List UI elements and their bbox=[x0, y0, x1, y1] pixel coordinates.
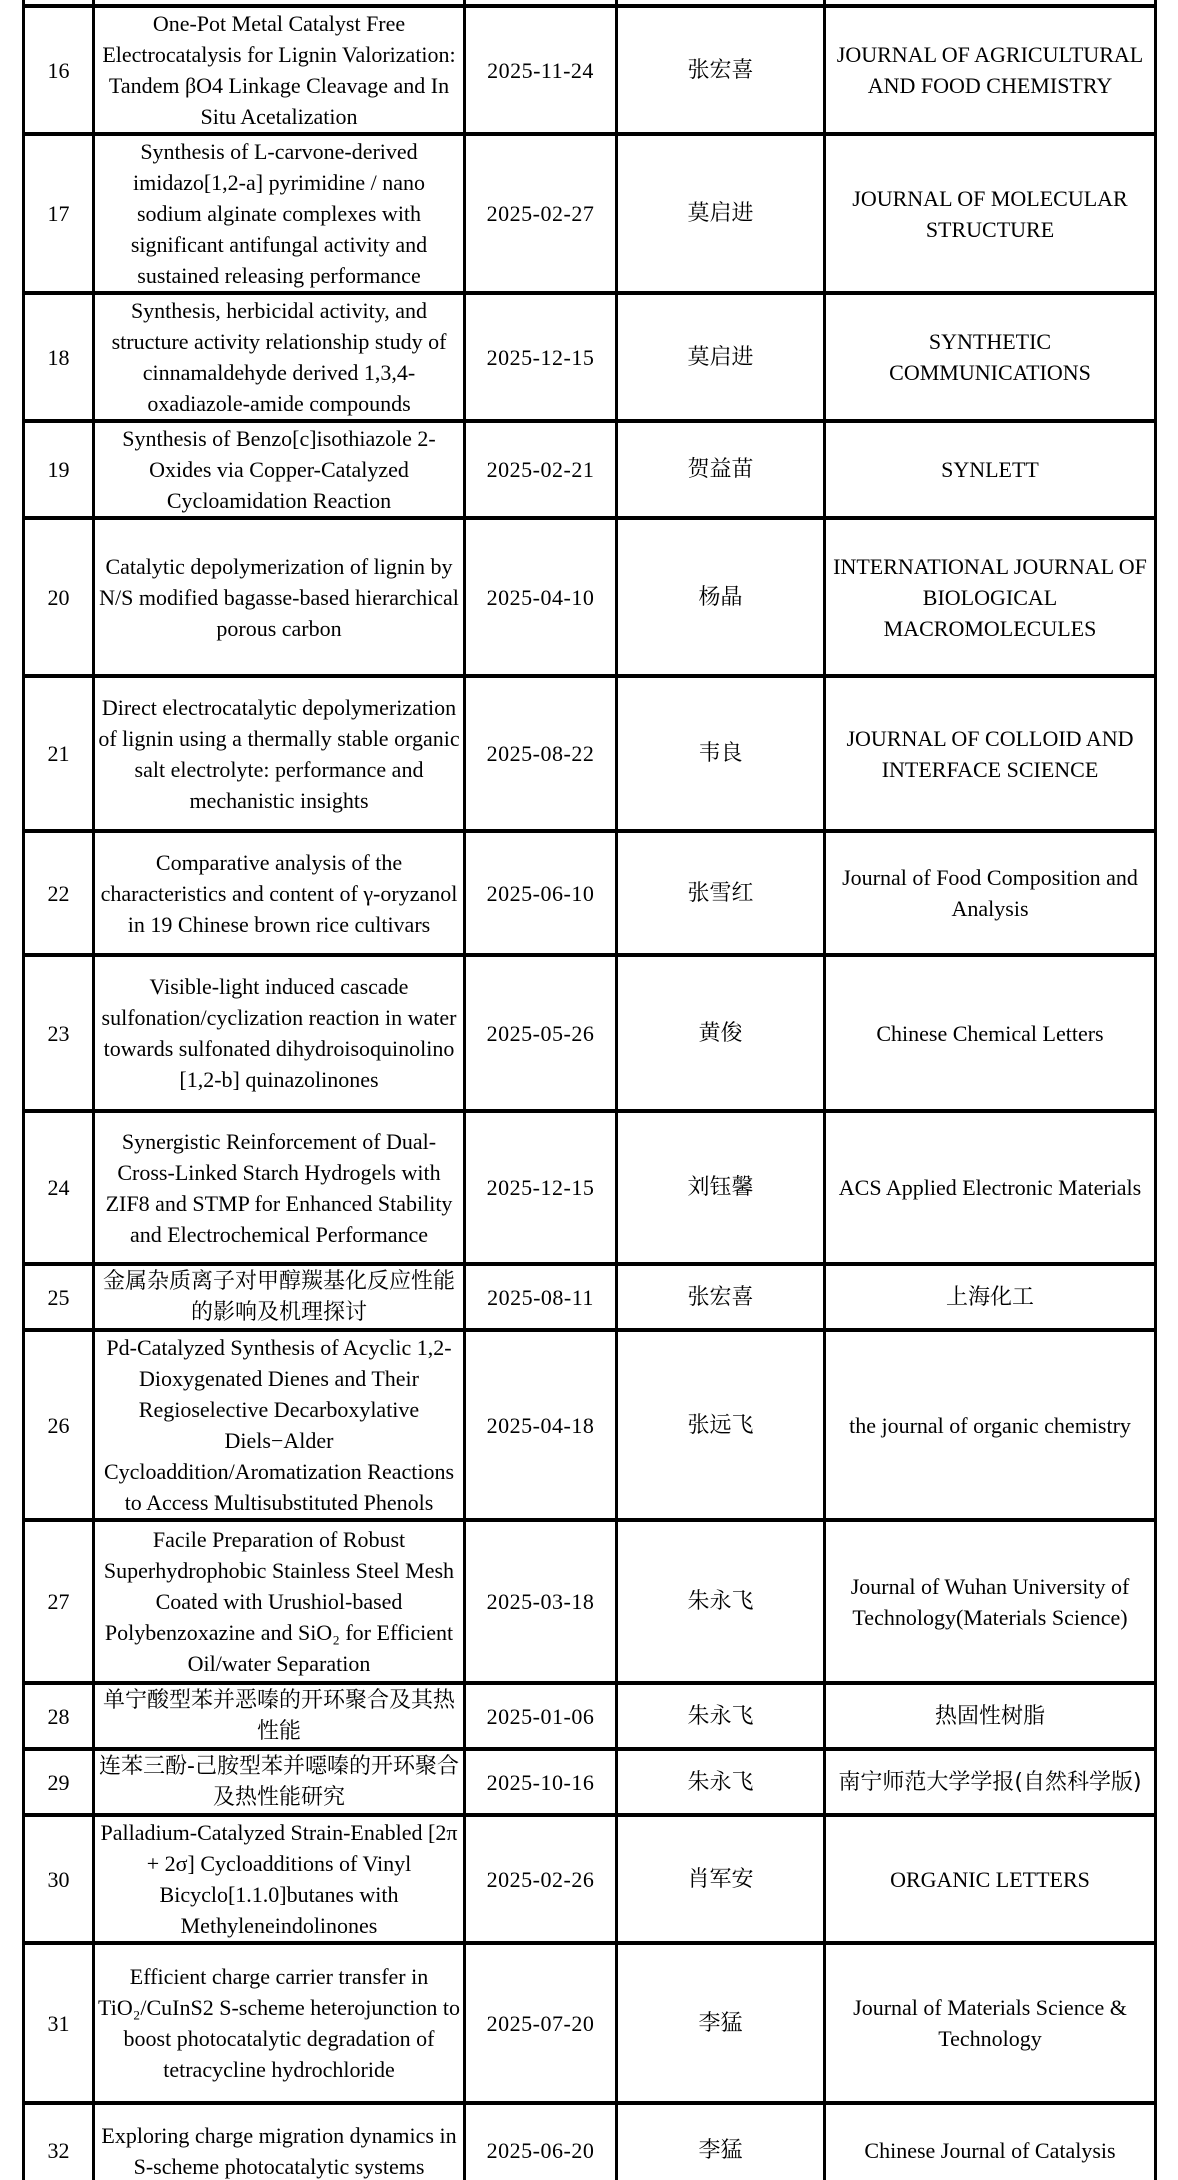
table-row bbox=[24, 1111, 1156, 1264]
title-cell: One-Pot Metal Catalyst Free Electrocatalysis for Lignin Valorization: Tandem βO4 Linkage Cleavage and In Situ Acetalization bbox=[94, 6, 465, 134]
row-number-cell: 29 bbox=[24, 1749, 94, 1815]
date-cell: 2025-04-10 bbox=[465, 518, 617, 676]
journal-cell: Journal of Materials Science & Technology bbox=[825, 1943, 1156, 2103]
author-cell: 韦良 bbox=[617, 676, 825, 831]
table-row bbox=[24, 6, 1156, 134]
author-cell: 莫启进 bbox=[617, 293, 825, 421]
author-cell: 肖军安 bbox=[617, 1815, 825, 1943]
title-cell: Catalytic depolymerization of lignin by N/S modified bagasse-based hierarchical porous carbon bbox=[94, 518, 465, 676]
author-cell: 张雪红 bbox=[617, 831, 825, 955]
date-cell: 2025-07-20 bbox=[465, 1943, 617, 2103]
title-cell: Facile Preparation of Robust Superhydrophobic Stainless Steel Mesh Coated with Urushiol-based Polybenzoxazine and SiO₂ for Efficient Oil/water Separation bbox=[94, 1520, 465, 1683]
journal-cell: 热固性树脂 bbox=[825, 1683, 1156, 1749]
date-cell: 2025-03-18 bbox=[465, 1520, 617, 1683]
row-number-cell: 23 bbox=[24, 955, 94, 1111]
publications-table bbox=[22, 0, 1157, 2180]
table-row bbox=[24, 1264, 1156, 1330]
author-cell: 张宏喜 bbox=[617, 6, 825, 134]
table-row bbox=[24, 1749, 1156, 1815]
row-number-cell: 28 bbox=[24, 1683, 94, 1749]
table-row bbox=[24, 134, 1156, 293]
date-cell: 2025-02-21 bbox=[465, 421, 617, 518]
journal-cell: INTERNATIONAL JOURNAL OF BIOLOGICAL MACROMOLECULES bbox=[825, 518, 1156, 676]
title-cell: Palladium-Catalyzed Strain-Enabled [2π + 2σ] Cycloadditions of Vinyl Bicyclo[1.1.0]butanes with Methyleneindolinones bbox=[94, 1815, 465, 1943]
title-cell: Pd-Catalyzed Synthesis of Acyclic 1,2-Dioxygenated Dienes and Their Regioselective Decarboxylative Diels−Alder Cycloaddition/Aromatization Reactions to Access Multisubstituted Phenols bbox=[94, 1330, 465, 1520]
table-row bbox=[24, 1943, 1156, 2103]
row-number-cell: 20 bbox=[24, 518, 94, 676]
journal-cell: JOURNAL OF AGRICULTURAL AND FOOD CHEMISTRY bbox=[825, 6, 1156, 134]
title-cell: Visible-light induced cascade sulfonation/cyclization reaction in water towards sulfonated dihydroisoquinolino [1,2-b] quinazolinones bbox=[94, 955, 465, 1111]
title-cell: 金属杂质离子对甲醇羰基化反应性能的影响及机理探讨 bbox=[94, 1264, 465, 1330]
journal-cell: 南宁师范大学学报(自然科学版) bbox=[825, 1749, 1156, 1815]
journal-cell: 上海化工 bbox=[825, 1264, 1156, 1330]
date-cell: 2025-12-15 bbox=[465, 1111, 617, 1264]
row-number-cell: 30 bbox=[24, 1815, 94, 1943]
journal-cell: SYNLETT bbox=[825, 421, 1156, 518]
author-cell: 莫启进 bbox=[617, 134, 825, 293]
date-cell: 2025-02-27 bbox=[465, 134, 617, 293]
table-row bbox=[24, 421, 1156, 518]
journal-cell: SYNTHETIC COMMUNICATIONS bbox=[825, 293, 1156, 421]
row-number-cell: 18 bbox=[24, 293, 94, 421]
date-cell: 2025-01-06 bbox=[465, 1683, 617, 1749]
title-cell: Direct electrocatalytic depolymerization of lignin using a thermally stable organic salt electrolyte: performance and mechanistic insights bbox=[94, 676, 465, 831]
date-cell: 2025-06-20 bbox=[465, 2103, 617, 2180]
table-row bbox=[24, 1683, 1156, 1749]
author-cell: 张远飞 bbox=[617, 1330, 825, 1520]
row-number-cell: 32 bbox=[24, 2103, 94, 2180]
journal-cell: ACS Applied Electronic Materials bbox=[825, 1111, 1156, 1264]
row-number-cell: 16 bbox=[24, 6, 94, 134]
table-row bbox=[24, 676, 1156, 831]
date-cell: 2025-08-11 bbox=[465, 1264, 617, 1330]
author-cell: 杨晶 bbox=[617, 518, 825, 676]
date-cell: 2025-12-15 bbox=[465, 293, 617, 421]
title-cell: Synthesis, herbicidal activity, and structure activity relationship study of cinnamaldehyde derived 1,3,4-oxadiazole-amide compounds bbox=[94, 293, 465, 421]
row-number-cell: 26 bbox=[24, 1330, 94, 1520]
table-row bbox=[24, 518, 1156, 676]
date-cell: 2025-06-10 bbox=[465, 831, 617, 955]
row-number-cell: 22 bbox=[24, 831, 94, 955]
journal-cell: Journal of Food Composition and Analysis bbox=[825, 831, 1156, 955]
author-cell: 李猛 bbox=[617, 2103, 825, 2180]
row-number-cell: 19 bbox=[24, 421, 94, 518]
title-cell: Synthesis of L-carvone-derived imidazo[1,2-a] pyrimidine / nano sodium alginate complexes with significant antifungal activity and sustained releasing performance bbox=[94, 134, 465, 293]
table-row bbox=[24, 831, 1156, 955]
row-number-cell: 17 bbox=[24, 134, 94, 293]
journal-cell: JOURNAL OF MOLECULAR STRUCTURE bbox=[825, 134, 1156, 293]
author-cell: 朱永飞 bbox=[617, 1520, 825, 1683]
date-cell: 2025-05-26 bbox=[465, 955, 617, 1111]
author-cell: 朱永飞 bbox=[617, 1749, 825, 1815]
journal-cell: Journal of Wuhan University of Technology(Materials Science) bbox=[825, 1520, 1156, 1683]
title-cell: 单宁酸型苯并恶嗪的开环聚合及其热性能 bbox=[94, 1683, 465, 1749]
author-cell: 朱永飞 bbox=[617, 1683, 825, 1749]
journal-cell: Chinese Journal of Catalysis bbox=[825, 2103, 1156, 2180]
title-cell: 连苯三酚-己胺型苯并噁嗪的开环聚合及热性能研究 bbox=[94, 1749, 465, 1815]
table-row bbox=[24, 1520, 1156, 1683]
title-cell: Synergistic Reinforcement of Dual-Cross-Linked Starch Hydrogels with ZIF8 and STMP for Enhanced Stability and Electrochemical Performance bbox=[94, 1111, 465, 1264]
table-row bbox=[24, 293, 1156, 421]
row-number-cell: 31 bbox=[24, 1943, 94, 2103]
row-number-cell: 25 bbox=[24, 1264, 94, 1330]
author-cell: 刘钰馨 bbox=[617, 1111, 825, 1264]
row-number-cell: 27 bbox=[24, 1520, 94, 1683]
title-cell: Exploring charge migration dynamics in S-scheme photocatalytic systems bbox=[94, 2103, 465, 2180]
author-cell: 黄俊 bbox=[617, 955, 825, 1111]
date-cell: 2025-02-26 bbox=[465, 1815, 617, 1943]
table-row bbox=[24, 955, 1156, 1111]
row-number-cell: 24 bbox=[24, 1111, 94, 1264]
row-number-cell: 21 bbox=[24, 676, 94, 831]
author-cell: 李猛 bbox=[617, 1943, 825, 2103]
date-cell: 2025-04-18 bbox=[465, 1330, 617, 1520]
date-cell: 2025-10-16 bbox=[465, 1749, 617, 1815]
author-cell: 张宏喜 bbox=[617, 1264, 825, 1330]
table-row bbox=[24, 1330, 1156, 1520]
journal-cell: ORGANIC LETTERS bbox=[825, 1815, 1156, 1943]
journal-cell: the journal of organic chemistry bbox=[825, 1330, 1156, 1520]
table-row bbox=[24, 2103, 1156, 2180]
title-cell: Comparative analysis of the characteristics and content of γ-oryzanol in 19 Chinese brown rice cultivars bbox=[94, 831, 465, 955]
journal-cell: Chinese Chemical Letters bbox=[825, 955, 1156, 1111]
journal-cell: JOURNAL OF COLLOID AND INTERFACE SCIENCE bbox=[825, 676, 1156, 831]
author-cell: 贺益苗 bbox=[617, 421, 825, 518]
date-cell: 2025-08-22 bbox=[465, 676, 617, 831]
table-row bbox=[24, 1815, 1156, 1943]
date-cell: 2025-11-24 bbox=[465, 6, 617, 134]
title-cell: Efficient charge carrier transfer in TiO₂/CuInS2 S-scheme heterojunction to boost photocatalytic degradation of tetracycline hydrochloride bbox=[94, 1943, 465, 2103]
title-cell: Synthesis of Benzo[c]isothiazole 2-Oxides via Copper-Catalyzed Cycloamidation Reaction bbox=[94, 421, 465, 518]
